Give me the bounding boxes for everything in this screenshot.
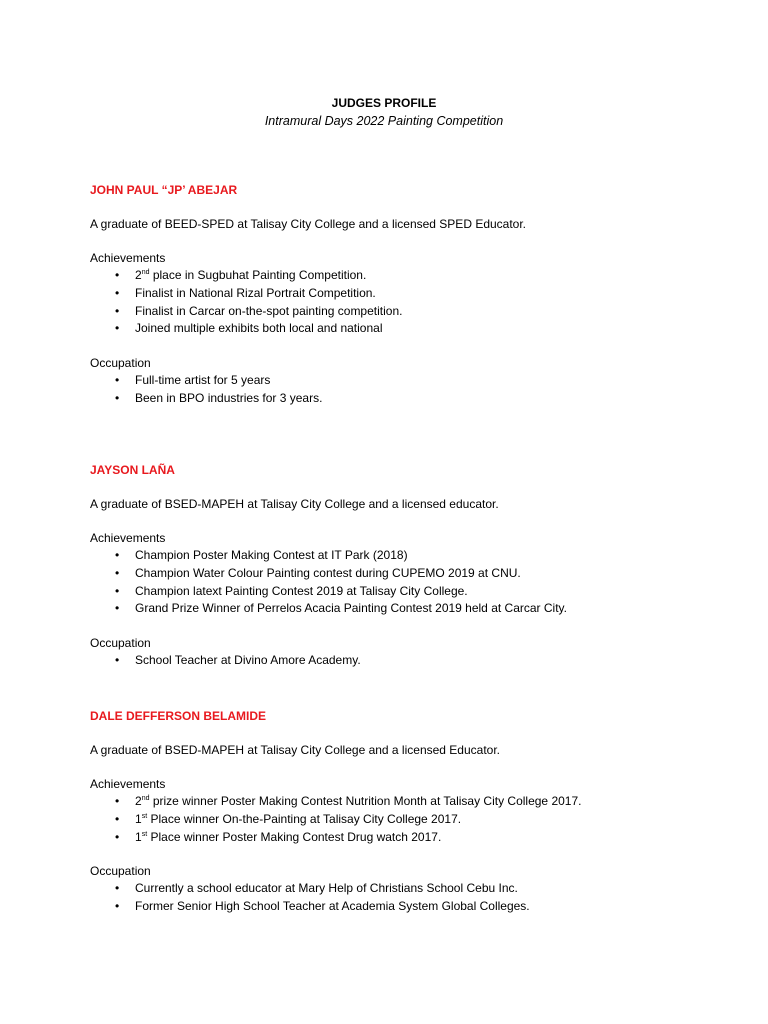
bullet-icon: •	[115, 899, 120, 914]
achievements-list	[90, 267, 710, 338]
bullet-icon: •	[115, 373, 120, 388]
occupation-list	[90, 372, 710, 408]
achievement-text: prize winner Poster Making Contest Nutrition Month at Talisay City College 2017.	[149, 794, 582, 808]
occupation-text: School Teacher at Divino Amore Academy.	[135, 653, 361, 668]
occupation-item	[90, 898, 710, 916]
occupation-list	[90, 880, 710, 916]
bullet-icon: •	[115, 285, 120, 300]
title-block	[0, 94, 768, 130]
bullet-icon: •	[115, 583, 120, 598]
achievement-item	[90, 793, 710, 811]
occupation-item	[90, 652, 710, 670]
achievements-label: Achievements	[90, 251, 166, 265]
achievement-text: place in Sugbuhat Painting Competition.	[149, 268, 367, 282]
occupation-text: Currently a school educator at Mary Help of Christians School Cebu Inc.	[135, 881, 518, 896]
achievement-text: Place winner On-the-Painting at Talisay City College 2017.	[147, 811, 462, 826]
judge-profile	[90, 707, 710, 916]
achievement-text: Joined multiple exhibits both local and national	[135, 321, 383, 336]
bullet-icon: •	[115, 653, 120, 668]
achievement-text: Champion Water Colour Painting contest during CUPEMO 2019 at CNU.	[135, 565, 521, 580]
occupation-label: Occupation	[90, 636, 151, 651]
achievement-item	[90, 811, 710, 829]
judge-profile	[90, 461, 710, 670]
achievement-text: Champion Poster Making Contest at IT Park (2018)	[135, 548, 408, 562]
achievements-list	[90, 793, 710, 846]
achievement-text: Grand Prize Winner of Perrelos Acacia Painting Contest 2019 held at Carcar City.	[135, 601, 567, 616]
bullet-icon: •	[115, 601, 120, 616]
bullet-icon: •	[115, 565, 120, 580]
judge-profile	[90, 181, 710, 408]
occupation-item	[90, 372, 710, 390]
occupation-text: Former Senior High School Teacher at Academia System Global Colleges.	[135, 899, 530, 914]
occupation-label: Occupation	[90, 356, 151, 371]
bullet-icon: •	[115, 390, 120, 405]
bullet-icon: •	[115, 303, 120, 318]
achievement-item	[90, 829, 710, 847]
achievement-rank: 2	[135, 794, 142, 808]
occupation-list	[90, 652, 710, 670]
bullet-icon: •	[115, 268, 120, 282]
achievement-rank-suffix: nd	[141, 269, 150, 276]
achievement-item	[90, 547, 710, 565]
judge-name: JAYSON LAÑA	[90, 463, 175, 477]
achievement-item	[90, 565, 710, 583]
achievement-text: Place winner Poster Making Contest Drug watch 2017.	[147, 829, 442, 844]
occupation-item	[90, 390, 710, 408]
achievement-item	[90, 320, 710, 338]
bullet-icon: •	[115, 829, 120, 844]
achievement-rank-suffix: st	[141, 830, 148, 838]
document-subtitle: Intramural Days 2022 Painting Competition	[264, 114, 504, 128]
judge-graduate-info: A graduate of BEED-SPED at Talisay City College and a licensed SPED Educator.	[90, 217, 527, 231]
achievement-rank: 2	[135, 268, 142, 282]
bullet-icon: •	[115, 811, 120, 826]
occupation-text: Full-time artist for 5 years	[135, 373, 271, 388]
achievement-rank-suffix: nd	[141, 795, 150, 802]
bullet-icon: •	[115, 321, 120, 336]
achievement-item	[90, 583, 710, 601]
achievement-text: Champion latext Painting Contest 2019 at Talisay City College.	[135, 583, 468, 598]
judge-name: DALE DEFFERSON BELAMIDE	[90, 709, 267, 723]
judge-graduate-info: A graduate of BSED-MAPEH at Talisay City College and a licensed educator.	[90, 497, 499, 511]
achievement-rank: 1	[135, 829, 142, 844]
bullet-icon: •	[115, 794, 120, 808]
judge-graduate-info: A graduate of BSED-MAPEH at Talisay City College and a licensed Educator.	[90, 743, 500, 757]
achievement-item	[90, 600, 710, 618]
achievement-text: Finalist in National Rizal Portrait Competition.	[135, 285, 376, 300]
document-title: JUDGES PROFILE	[331, 96, 437, 110]
judge-name: JOHN PAUL “JP’ ABEJAR	[90, 183, 238, 197]
bullet-icon: •	[115, 548, 120, 562]
bullet-icon: •	[115, 881, 120, 896]
achievement-item	[90, 285, 710, 303]
occupation-label: Occupation	[90, 864, 151, 879]
achievements-list	[90, 547, 710, 618]
achievement-rank: 1	[135, 811, 142, 826]
occupation-item	[90, 880, 710, 898]
achievements-label: Achievements	[90, 777, 166, 791]
achievements-label: Achievements	[90, 531, 166, 545]
achievement-rank-suffix: st	[141, 812, 148, 820]
achievement-item	[90, 267, 710, 285]
occupation-text: Been in BPO industries for 3 years.	[135, 390, 323, 405]
achievement-text: Finalist in Carcar on-the-spot painting competition.	[135, 303, 403, 318]
achievement-item	[90, 303, 710, 321]
